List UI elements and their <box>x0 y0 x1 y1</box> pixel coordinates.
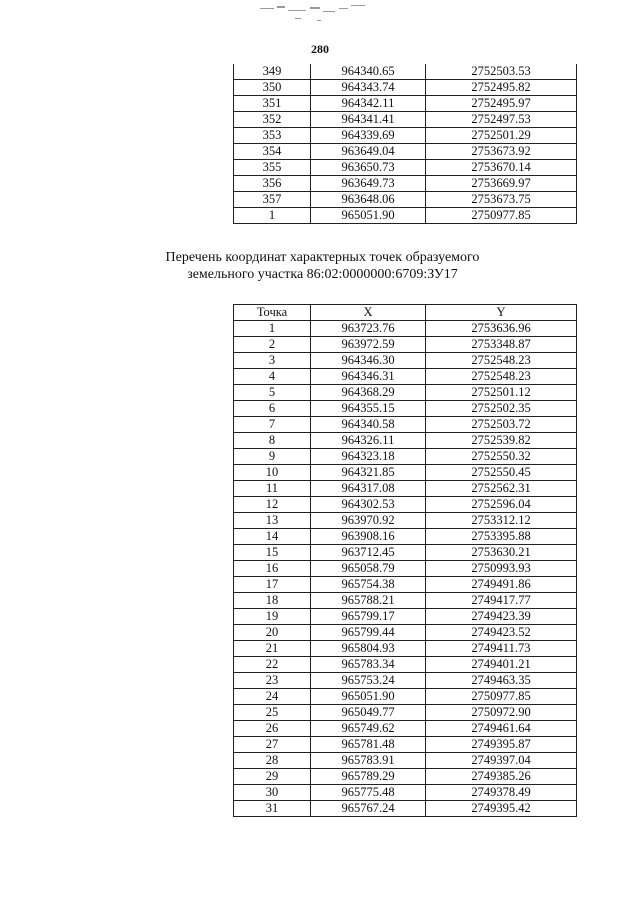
cell-point: 30 <box>234 785 311 801</box>
cell-y: 2753348.87 <box>426 337 577 353</box>
table-row <box>234 353 577 369</box>
table-row <box>234 785 577 801</box>
coordinates-table <box>233 304 577 817</box>
cell-x: 964343.74 <box>311 80 426 96</box>
cell-y: 2749411.73 <box>426 641 577 657</box>
cell-y: 2749395.87 <box>426 737 577 753</box>
cell-x: 963648.06 <box>311 192 426 208</box>
cell-point: 1 <box>234 321 311 337</box>
table-row <box>234 561 577 577</box>
cell-point: 354 <box>234 144 311 160</box>
cell-point: 16 <box>234 561 311 577</box>
table-row <box>234 657 577 673</box>
cell-x: 965051.90 <box>311 208 426 224</box>
table-body <box>234 321 577 817</box>
table-row <box>234 176 577 192</box>
cell-point: 12 <box>234 497 311 513</box>
cell-y: 2749397.04 <box>426 753 577 769</box>
cell-y: 2752503.72 <box>426 417 577 433</box>
table-row <box>234 385 577 401</box>
cell-y: 2752548.23 <box>426 353 577 369</box>
cell-x: 965058.79 <box>311 561 426 577</box>
table-row <box>234 481 577 497</box>
cell-y: 2749417.77 <box>426 593 577 609</box>
cell-point: 14 <box>234 529 311 545</box>
table-row <box>234 609 577 625</box>
table-row <box>234 513 577 529</box>
cell-y: 2750972.90 <box>426 705 577 721</box>
cell-point: 31 <box>234 801 311 817</box>
cell-point: 20 <box>234 625 311 641</box>
cell-y: 2749491.86 <box>426 577 577 593</box>
cell-y: 2752539.82 <box>426 433 577 449</box>
cell-point: 350 <box>234 80 311 96</box>
cell-x: 965049.77 <box>311 705 426 721</box>
cell-point: 4 <box>234 369 311 385</box>
cell-x: 964346.30 <box>311 353 426 369</box>
cell-y: 2749395.42 <box>426 801 577 817</box>
cell-y: 2752497.53 <box>426 112 577 128</box>
table-row <box>234 529 577 545</box>
table-row <box>234 465 577 481</box>
table-row <box>234 577 577 593</box>
cell-x: 963649.73 <box>311 176 426 192</box>
cell-y: 2752501.29 <box>426 128 577 144</box>
cell-point: 1 <box>234 208 311 224</box>
cell-point: 25 <box>234 705 311 721</box>
heading-line-1: Перечень координат характерных точек образуемого <box>165 250 480 265</box>
cell-y: 2752502.35 <box>426 401 577 417</box>
cell-point: 2 <box>234 337 311 353</box>
cell-point: 23 <box>234 673 311 689</box>
cell-point: 353 <box>234 128 311 144</box>
column-header-y: Y <box>426 305 577 321</box>
cell-point: 355 <box>234 160 311 176</box>
cell-y: 2749378.49 <box>426 785 577 801</box>
cell-y: 2753670.14 <box>426 160 577 176</box>
cell-x: 964326.11 <box>311 433 426 449</box>
cell-x: 964346.31 <box>311 369 426 385</box>
heading-line-2: земельного участка 86:02:0000000:6709:ЗУ17 <box>187 267 458 282</box>
cell-point: 21 <box>234 641 311 657</box>
table-row <box>234 753 577 769</box>
cell-x: 965788.21 <box>311 593 426 609</box>
cell-point: 3 <box>234 353 311 369</box>
cell-x: 964340.65 <box>311 64 426 80</box>
table-row <box>234 593 577 609</box>
table-row <box>234 449 577 465</box>
table-row <box>234 545 577 561</box>
table-row <box>234 160 577 176</box>
cell-x: 965783.91 <box>311 753 426 769</box>
cell-x: 965799.17 <box>311 609 426 625</box>
table-row <box>234 208 577 224</box>
cell-y: 2749385.26 <box>426 769 577 785</box>
cell-x: 965789.29 <box>311 769 426 785</box>
cell-x: 963970.92 <box>311 513 426 529</box>
table-body <box>234 64 577 224</box>
section-heading <box>140 249 505 283</box>
cell-x: 964342.11 <box>311 96 426 112</box>
table-row <box>234 80 577 96</box>
column-header-point: Точка <box>234 305 311 321</box>
table-row <box>234 625 577 641</box>
cell-y: 2752562.31 <box>426 481 577 497</box>
page-number: 280 <box>311 42 329 56</box>
cell-point: 24 <box>234 689 311 705</box>
cell-y: 2752550.32 <box>426 449 577 465</box>
scan-artifact <box>255 2 375 26</box>
table-row <box>234 369 577 385</box>
cell-x: 964321.85 <box>311 465 426 481</box>
cell-point: 10 <box>234 465 311 481</box>
cell-x: 965051.90 <box>311 689 426 705</box>
cell-point: 11 <box>234 481 311 497</box>
coordinates-table-continued <box>233 64 577 224</box>
cell-y: 2749463.35 <box>426 673 577 689</box>
cell-y: 2750977.85 <box>426 689 577 705</box>
table-row <box>234 112 577 128</box>
cell-x: 965783.34 <box>311 657 426 673</box>
table-row <box>234 497 577 513</box>
cell-point: 7 <box>234 417 311 433</box>
cell-y: 2752495.82 <box>426 80 577 96</box>
cell-point: 356 <box>234 176 311 192</box>
cell-point: 18 <box>234 593 311 609</box>
cell-y: 2752503.53 <box>426 64 577 80</box>
cell-point: 27 <box>234 737 311 753</box>
column-header-x: X <box>311 305 426 321</box>
table-row <box>234 128 577 144</box>
cell-y: 2749461.64 <box>426 721 577 737</box>
cell-point: 19 <box>234 609 311 625</box>
table-row <box>234 96 577 112</box>
table-row <box>234 769 577 785</box>
cell-x: 965749.62 <box>311 721 426 737</box>
cell-y: 2753630.21 <box>426 545 577 561</box>
cell-x: 964340.58 <box>311 417 426 433</box>
cell-x: 963649.04 <box>311 144 426 160</box>
cell-x: 964368.29 <box>311 385 426 401</box>
cell-x: 964302.53 <box>311 497 426 513</box>
table-header-row <box>234 305 577 321</box>
cell-point: 17 <box>234 577 311 593</box>
cell-x: 964355.15 <box>311 401 426 417</box>
cell-y: 2753395.88 <box>426 529 577 545</box>
cell-x: 964341.41 <box>311 112 426 128</box>
table-row <box>234 337 577 353</box>
cell-x: 964339.69 <box>311 128 426 144</box>
table-row <box>234 689 577 705</box>
cell-x: 964317.08 <box>311 481 426 497</box>
cell-point: 349 <box>234 64 311 80</box>
table-row <box>234 673 577 689</box>
cell-x: 964323.18 <box>311 449 426 465</box>
cell-y: 2753673.92 <box>426 144 577 160</box>
cell-y: 2749423.52 <box>426 625 577 641</box>
cell-x: 963723.76 <box>311 321 426 337</box>
cell-point: 28 <box>234 753 311 769</box>
cell-y: 2750993.93 <box>426 561 577 577</box>
cell-x: 963972.59 <box>311 337 426 353</box>
cell-y: 2752495.97 <box>426 96 577 112</box>
cell-x: 965753.24 <box>311 673 426 689</box>
cell-point: 13 <box>234 513 311 529</box>
cell-x: 963650.73 <box>311 160 426 176</box>
cell-point: 22 <box>234 657 311 673</box>
table-row <box>234 737 577 753</box>
cell-x: 965799.44 <box>311 625 426 641</box>
cell-y: 2753312.12 <box>426 513 577 529</box>
cell-y: 2752501.12 <box>426 385 577 401</box>
cell-point: 351 <box>234 96 311 112</box>
cell-y: 2752596.04 <box>426 497 577 513</box>
table-row <box>234 721 577 737</box>
cell-y: 2753669.97 <box>426 176 577 192</box>
table-row <box>234 401 577 417</box>
cell-point: 29 <box>234 769 311 785</box>
table-row <box>234 433 577 449</box>
table-row <box>234 64 577 80</box>
cell-point: 15 <box>234 545 311 561</box>
cell-y: 2752550.45 <box>426 465 577 481</box>
table-row <box>234 192 577 208</box>
cell-point: 26 <box>234 721 311 737</box>
table-row <box>234 641 577 657</box>
cell-y: 2750977.85 <box>426 208 577 224</box>
cell-point: 9 <box>234 449 311 465</box>
cell-point: 352 <box>234 112 311 128</box>
table-row <box>234 417 577 433</box>
cell-y: 2749401.21 <box>426 657 577 673</box>
cell-point: 6 <box>234 401 311 417</box>
table-row <box>234 321 577 337</box>
cell-x: 965804.93 <box>311 641 426 657</box>
cell-y: 2749423.39 <box>426 609 577 625</box>
table-row <box>234 705 577 721</box>
table-row <box>234 801 577 817</box>
cell-point: 357 <box>234 192 311 208</box>
cell-x: 965781.48 <box>311 737 426 753</box>
cell-x: 965767.24 <box>311 801 426 817</box>
cell-x: 963712.45 <box>311 545 426 561</box>
cell-point: 8 <box>234 433 311 449</box>
cell-y: 2752548.23 <box>426 369 577 385</box>
cell-y: 2753673.75 <box>426 192 577 208</box>
cell-x: 965754.38 <box>311 577 426 593</box>
cell-point: 5 <box>234 385 311 401</box>
cell-x: 965775.48 <box>311 785 426 801</box>
cell-y: 2753636.96 <box>426 321 577 337</box>
cell-x: 963908.16 <box>311 529 426 545</box>
table-row <box>234 144 577 160</box>
